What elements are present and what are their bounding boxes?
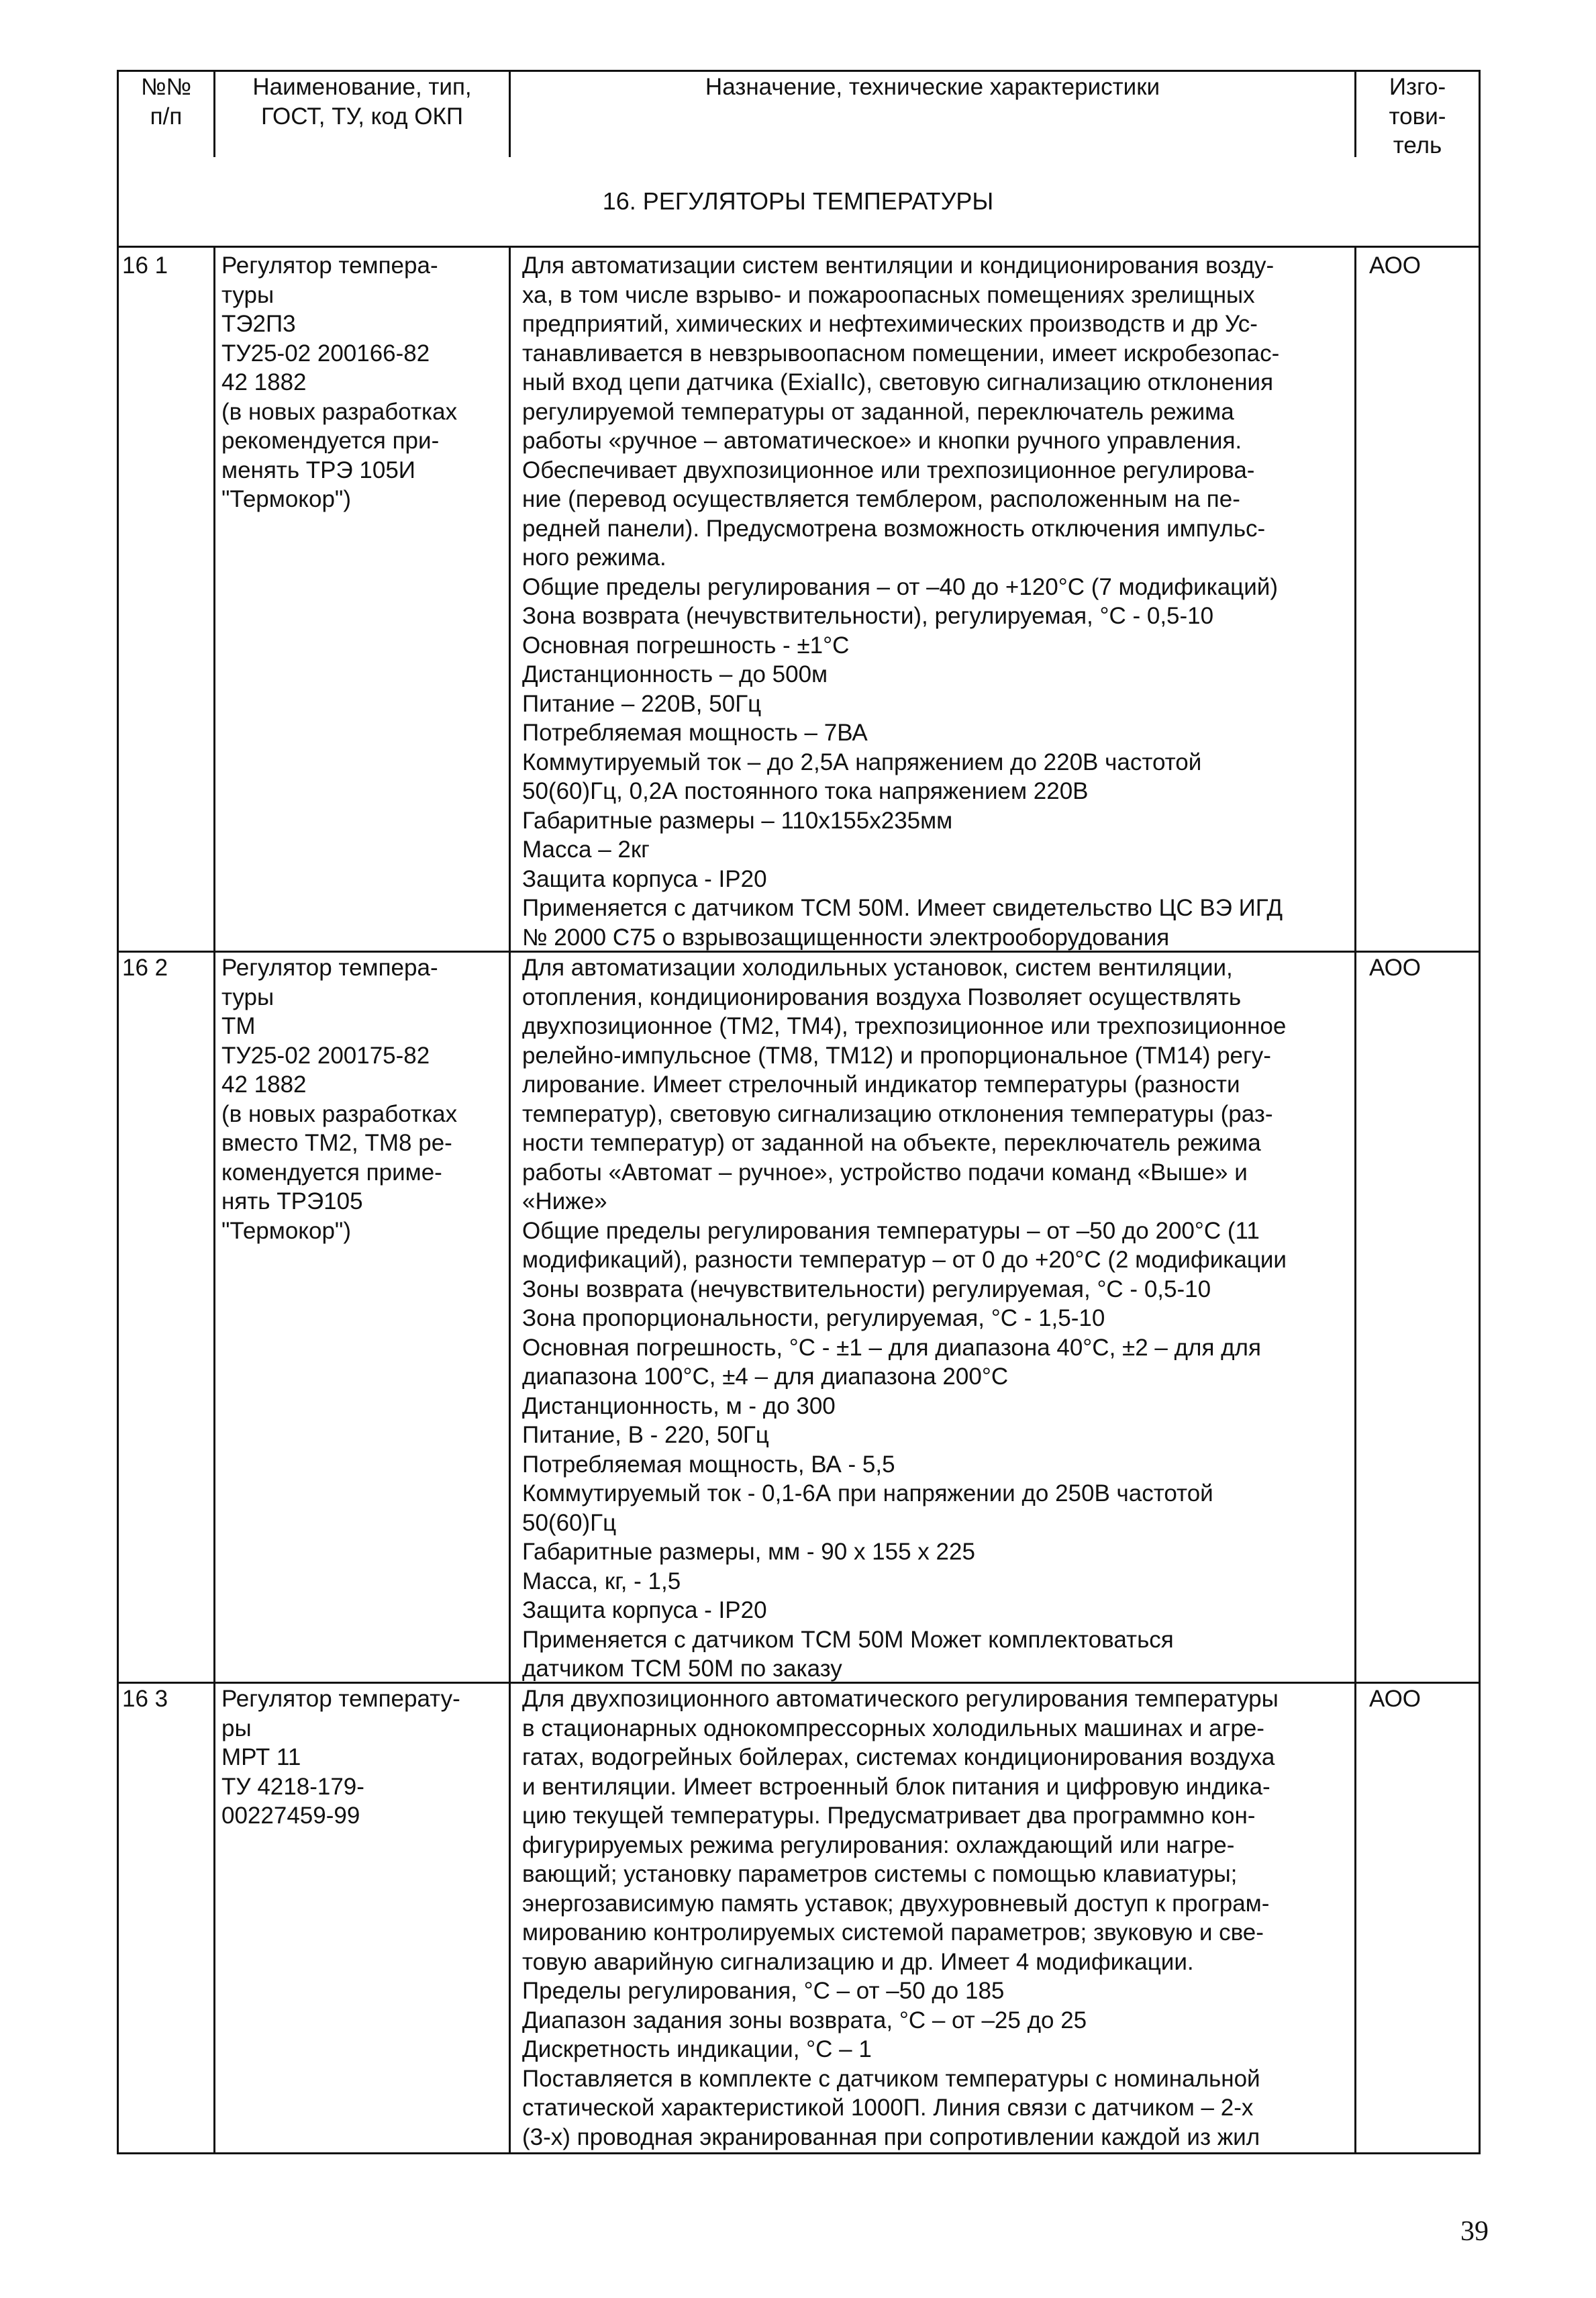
- row-maker: АОО: [1369, 1686, 1422, 1712]
- body-divider-3: [1354, 246, 1356, 2154]
- table-left-border: [117, 70, 119, 2154]
- body-divider-1: [213, 246, 215, 2154]
- row-maker: АОО: [1369, 252, 1422, 279]
- body-divider-2: [509, 246, 511, 2154]
- section-title: 16. РЕГУЛЯТОРЫ ТЕМПЕРАТУРЫ: [602, 187, 994, 215]
- table-right-border: [1479, 70, 1481, 2154]
- table-top-border: [117, 70, 1481, 72]
- header-col-purpose: Назначение, технические характеристики: [705, 74, 1160, 100]
- row-number: 16 2: [122, 955, 168, 981]
- row-name: Регулятор темпера- туры ТМ ТУ25-02 200175-82 42 1882 (в новых разработках вместо ТМ2, ТМ8 ре- комендуется приме- нять ТРЭ105 "Термокор"): [221, 955, 458, 1244]
- header-col-number: №№ п/п: [140, 74, 192, 130]
- page-number: 39: [1460, 2216, 1489, 2247]
- row-maker: АОО: [1369, 955, 1422, 981]
- row-description: Для автоматизации холодильных установок, систем вентиляции, отопления, кондиционирования воздуха Позволяет осуществлять двухпозиционное (ТМ2, ТМ4), трехпозиционное или трехпозиционное релейно-импульсное (ТМ8, ТМ12) и пропорциональное (ТМ14) регу- лирование. Имеет стрелочный индикатор температуры (разности температур), световую сигнализацию отклонения температуры (раз- ности температур) от заданной на объекте, переключатель режима работы «Автомат – ручное», устройство подачи команд «Выше» и «Ниже» Общие пределы регулирования температуры – от –50 до 200°С (11 модификаций), разности температур – от 0 до +20°С (2 модификации Зоны возврата (нечувствительности) регулируемая, °С - 0,5-10 Зона пропорциональности, регулируемая, °С - 1,5-10 Основная погрешность, °С - ±1 – для диапазона 40°С, ±2 – для для диапазона 100°С, ±4 – для диапазона 200°С Дистанционность, м - до 300 Питание, В - 220, 50Гц Потребляемая мощность, ВА - 5,5 Коммутируемый ток - 0,1-6А при напряжении до 250В частотой 50(60)Гц Габаритные размеры, мм - 90 х 155 х 225 Масса, кг, - 1,5 Защита корпуса - IP20 Применяется с датчиком ТСМ 50М Может комплектоваться датчиком ТСМ 50М по заказу: [522, 955, 1287, 1682]
- row-number: 16 1: [122, 252, 168, 279]
- row-name: Регулятор темпера- туры ТЭ2П3 ТУ25-02 200166-82 42 1882 (в новых разработках рекомендуется при- менять ТРЭ 105И "Термокор"): [221, 252, 458, 512]
- row-number: 16 3: [122, 1686, 168, 1712]
- section-bottom-border: [117, 246, 1481, 248]
- row-description: Для двухпозиционного автоматического регулирования температуры в стационарных однокомпрессорных холодильных машинах и агре- гатах, водогрейных бойлерах, системах кондиционирования воздуха и вентиляции. Имеет встроенный блок питания и цифровую индика- цию текущей температуры. Предусматривает два программно кон- фигурируемых режима регулирования: охлаждающий или нагре- вающий; установку параметров системы с помощью клавиатуры; энергозависимую память уставок; двухуровневый доступ к програм- мированию контролируемых системой параметров; звуковую и све- товую аварийную сигнализацию и др. Имеет 4 модификации. Пределы регулирования, °С – от –50 до 185 Диапазон задания зоны возврата, °С – от –25 до 25 Дискретность индикации, °С – 1 Поставляется в комплекте с датчиком температуры с номинальной статической характеристикой 1000П. Линия связи с датчиком – 2-х (3-х) проводная экранированная при сопротивлении каждой из жил: [522, 1686, 1279, 2150]
- row-description: Для автоматизации систем вентиляции и кондиционирования возду- ха, в том числе взрыво- и пожароопасных помещениях зрелищных предприятий, химических и нефтехимических производств и др Ус- танавливается в невзрывоопасном помещении, имеет искробезопас- ный вход цепи датчика (ExiaIIc), световую сигнализацию отклонения регулируемой температуры от заданной, переключатель режима работы «ручное – автоматическое» и кнопки ручного управления. Обеспечивает двухпозиционное или трехпозиционное регулирова- ние (перевод осуществляется темблером, расположенным на пе- редней панели). Предусмотрена возможность отключения импульс- ного режима. Общие пределы регулирования – от –40 до +120°С (7 модификаций) Зона возврата (нечувствительности), регулируемая, °С - 0,5-10 Основная погрешность - ±1°С Дистанционность – до 500м Питание – 220В, 50Гц Потребляемая мощность – 7ВА Коммутируемый ток – до 2,5А напряжением до 220В частотой 50(60)Гц, 0,2А постоянного тока напряжением 220В Габаритные размеры – 110х155х235мм Масса – 2кг Защита корпуса - IP20 Применяется с датчиком ТСМ 50М. Имеет свидетельство ЦС ВЭ ИГД № 2000 С75 о взрывозащищенности электрооборудования: [522, 252, 1283, 951]
- header-col-maker: Изго- тови- тель: [1389, 74, 1446, 158]
- header-col-name: Наименование, тип, ГОСТ, ТУ, код ОКП: [252, 74, 472, 130]
- table-bottom-border: [117, 2152, 1481, 2154]
- row-name: Регулятор температу- ры МРТ 11 ТУ 4218-179- 00227459-99: [221, 1686, 460, 1829]
